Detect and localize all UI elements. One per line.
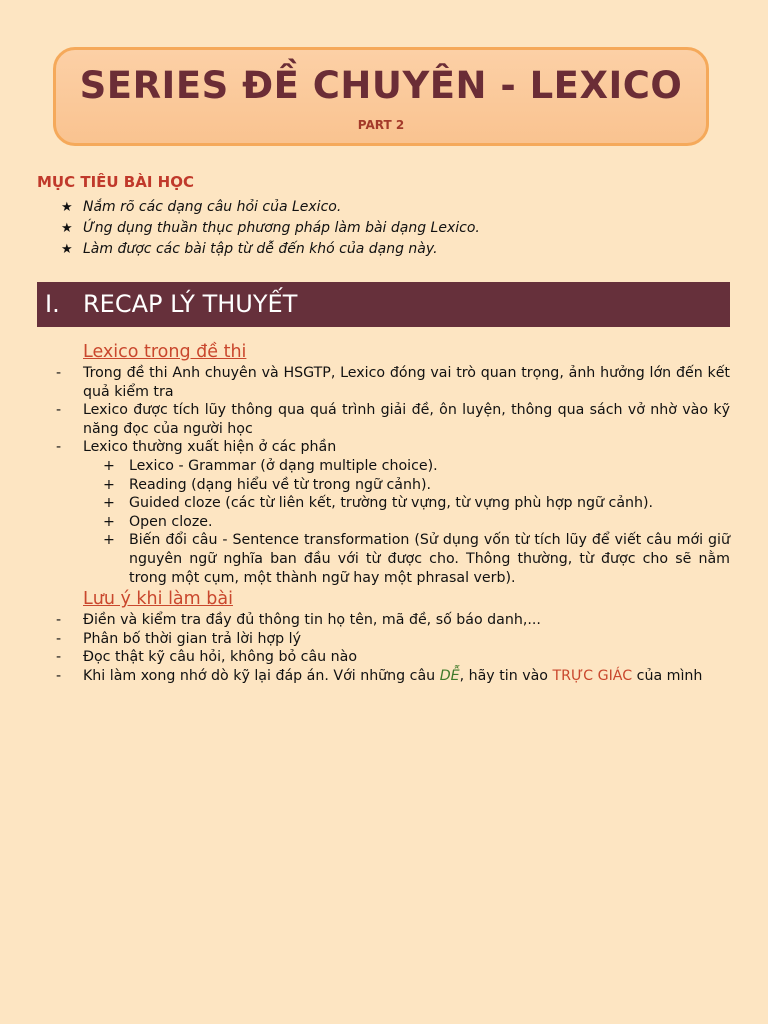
bullet-item [56,438,730,457]
dash-icon: - [56,630,62,647]
star-icon: ★ [61,221,73,236]
sub-item [56,531,730,587]
objective-text: Nắm rõ các dạng câu hỏi của Lexico. [83,199,342,215]
bullet-item [56,364,730,401]
sub-item [56,476,730,495]
bullet-text: Đọc thật kỹ câu hỏi, không bỏ câu nào [83,649,358,666]
content-body [56,340,730,686]
objectives-list [37,197,737,260]
title-banner [53,47,709,146]
sub-item [56,457,730,476]
objective-text: Làm được các bài tập từ dễ đến khó của dạng này. [83,241,438,257]
plus-icon: + [103,457,115,474]
objective-item [61,218,737,239]
sub-item-text: Reading (dạng hiểu về từ trong ngữ cảnh). [129,476,431,493]
objective-item [61,239,737,260]
dash-icon: - [56,649,62,666]
bullet-text-before: Khi làm xong nhớ dò kỹ lại đáp án. Với những câu [83,667,440,684]
dash-icon: - [56,365,62,381]
highlight-intuition: TRỰC GIÁC [552,667,633,684]
plus-icon: + [103,476,115,493]
objective-text: Ứng dụng thuần thục phương pháp làm bài dạng Lexico. [83,220,480,236]
page-title: SERIES ĐỀ CHUYÊN - LEXICO [79,64,683,107]
sub-item [56,494,730,513]
bullet-text: Phân bố thời gian trả lời hợp lý [83,630,301,647]
plus-icon: + [103,495,115,512]
page-subtitle: PART 2 [357,118,405,132]
sub-item-text: Guided cloze (các từ liên kết, trường từ vựng, từ vựng phù hợp ngữ cảnh). [129,495,654,512]
star-icon: ★ [61,200,73,215]
bullet-text: Trong đề thi Anh chuyên và HSGTP, Lexico đóng vai trò quan trọng, ảnh hưởng lớn đến kết quả kiểm tra [83,365,730,400]
section-header [37,282,730,327]
subheading-lexico: Lexico trong đề thi [83,342,247,362]
section-title: RECAP LÝ THUYẾT [83,290,298,318]
objectives-heading: MỤC TIÊU BÀI HỌC [37,173,194,191]
subheading-notes: Lưu ý khi làm bài [83,589,233,610]
sub-item-text: Biến đổi câu - Sentence transformation (Sử dụng vốn từ tích lũy để viết câu mới giữ nguyên ngữ nghĩa ban đầu với từ được cho. Thông thường, từ được cho sẽ nằm trong một cụm, một thành ngữ hay một phrasal verb). [129,532,730,586]
bullet-item [56,401,730,438]
bullet-item [56,611,730,630]
sub-item-text: Lexico - Grammar (ở dạng multiple choice). [129,457,438,474]
plus-icon: + [103,513,115,530]
sub-item [56,513,730,532]
bullet-text: Lexico được tích lũy thông qua quá trình giải đề, ôn luyện, thông qua sách vở nhờ vào kỹ năng đọc của người học [83,402,730,437]
star-icon: ★ [61,242,73,257]
plus-icon: + [103,532,115,549]
bullet-text-after: của mình [632,667,703,684]
dash-icon: - [56,402,62,419]
bullet-text: Lexico thường xuất hiện ở các phần [83,439,337,456]
sub-item-text: Open cloze. [129,513,213,530]
bullet-item [56,667,730,686]
highlight-easy: DỄ [439,667,460,684]
dash-icon: - [56,439,62,456]
bullet-text: Điền và kiểm tra đầy đủ thông tin họ tên, mã đề, số báo danh,... [83,612,541,629]
dash-icon: - [56,612,62,629]
section-number: I. [45,290,60,318]
bullet-text-middle: , hãy tin vào [459,667,553,684]
objective-item [61,197,737,218]
dash-icon: - [56,667,62,684]
bullet-item [56,648,730,667]
objectives-block [37,173,737,260]
bullet-item [56,630,730,649]
